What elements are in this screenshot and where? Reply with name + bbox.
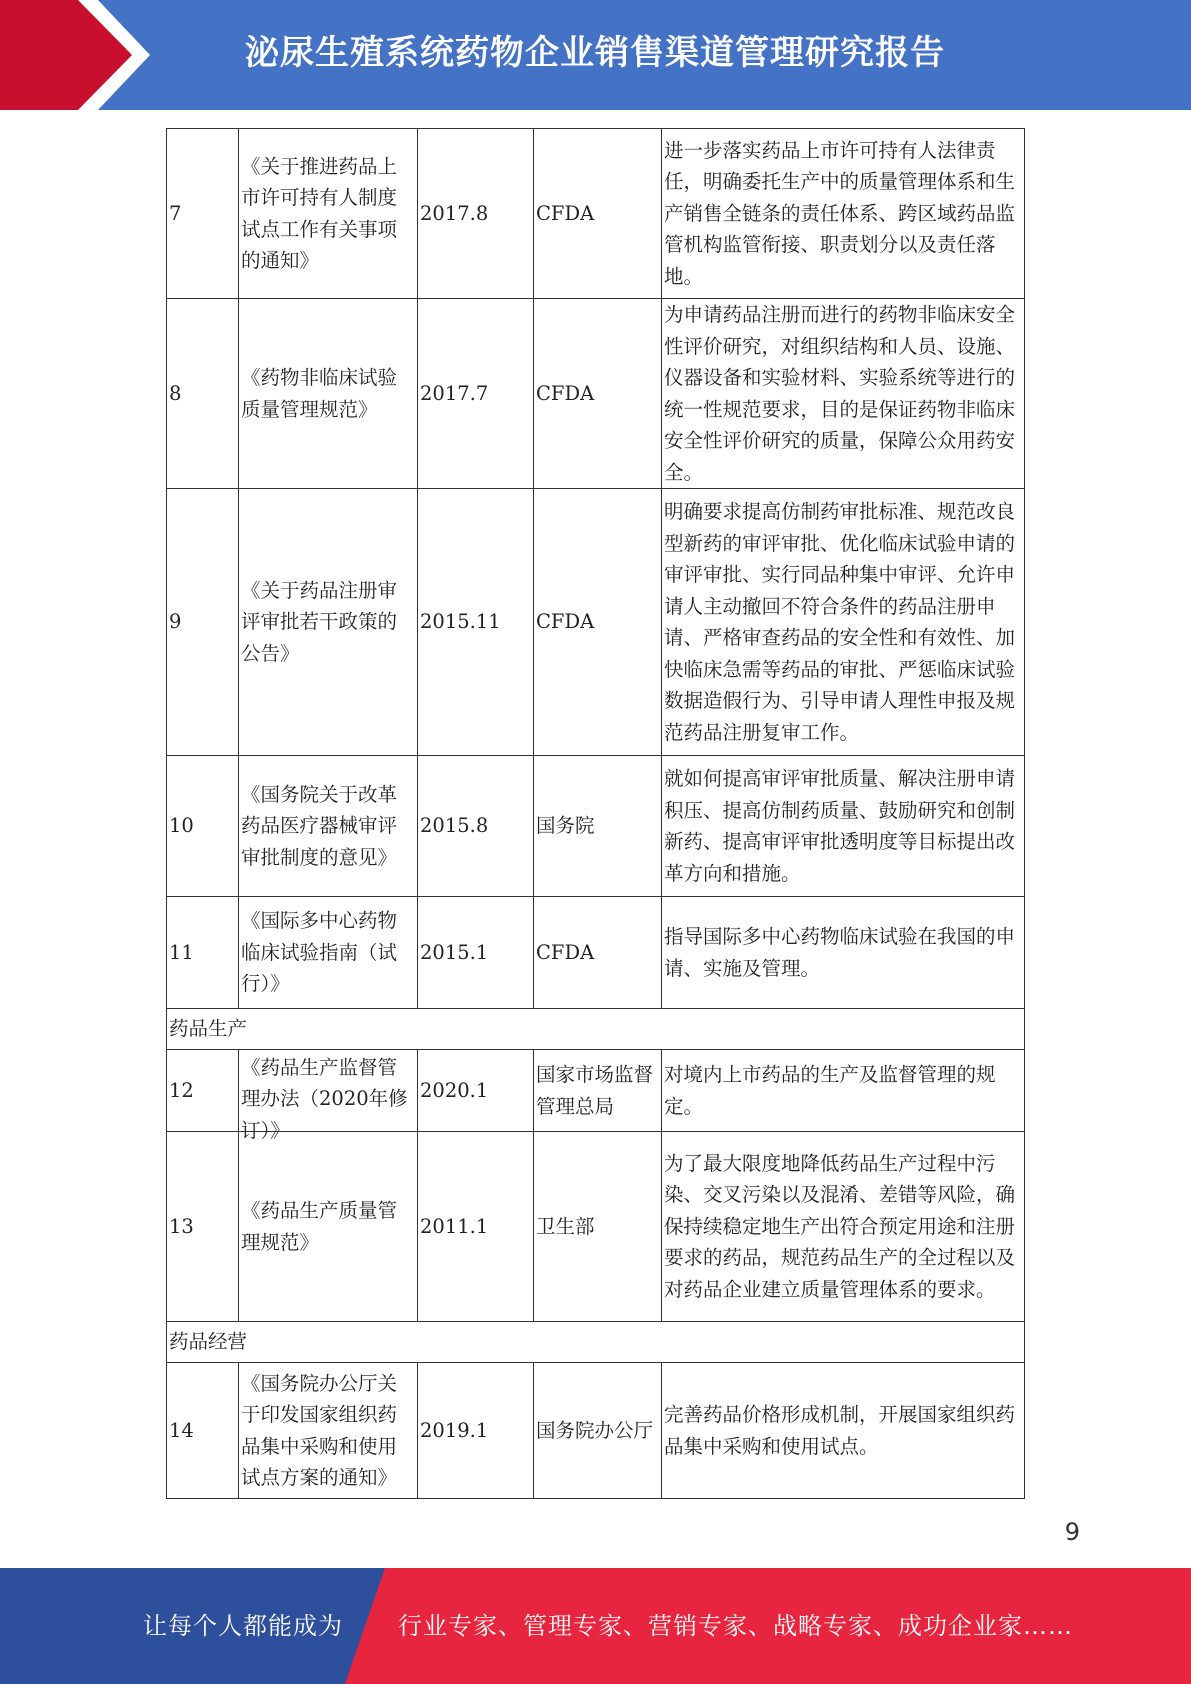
table-row bbox=[167, 756, 1025, 897]
row-number: 12 bbox=[167, 1050, 239, 1132]
row-number: 7 bbox=[167, 129, 239, 299]
policy-date: 2015.1 bbox=[418, 897, 534, 1009]
policy-description: 完善药品价格形成机制，开展国家组织药品集中采购和使用试点。 bbox=[662, 1363, 1025, 1499]
policy-name: 《药品生产质量管理规范》 bbox=[239, 1132, 418, 1322]
policy-name: 《关于药品注册审评审批若干政策的公告》 bbox=[239, 489, 418, 756]
page-number: 9 bbox=[1064, 1518, 1080, 1546]
policy-name: 《国务院办公厅关于印发国家组织药品集中采购和使用试点方案的通知》 bbox=[239, 1363, 418, 1499]
policy-date: 2017.7 bbox=[418, 299, 534, 489]
section-heading: 药品经营 bbox=[167, 1322, 1025, 1363]
policy-description: 为申请药品注册而进行的药物非临床安全性评价研究，对组织结构和人员、设施、仪器设备和实验材料、实验系统等进行的统一性规范要求，目的是保证药物非临床安全性评价研究的质量，保障公众用药安全。 bbox=[662, 299, 1025, 489]
policy-name: 《关于推进药品上市许可持有人制度试点工作有关事项的通知》 bbox=[239, 129, 418, 299]
section-row bbox=[167, 1322, 1025, 1363]
table-row bbox=[167, 299, 1025, 489]
policy-issuer: CFDA bbox=[534, 129, 662, 299]
row-number: 10 bbox=[167, 756, 239, 897]
policy-date: 2020.1 bbox=[418, 1050, 534, 1132]
footer-slogan-left: 让每个人都能成为 bbox=[143, 1612, 343, 1640]
section-row bbox=[167, 1009, 1025, 1050]
policy-issuer: CFDA bbox=[534, 489, 662, 756]
policy-description: 进一步落实药品上市许可持有人法律责任，明确委托生产中的质量管理体系和生产销售全链条的责任体系、跨区域药品监管机构监管衔接、职责划分以及责任落地。 bbox=[662, 129, 1025, 299]
policy-table bbox=[166, 128, 1025, 1499]
page-footer bbox=[0, 1568, 1191, 1684]
table-row bbox=[167, 1050, 1025, 1132]
policy-description: 为了最大限度地降低药品生产过程中污染、交叉污染以及混淆、差错等风险，确保持续稳定地生产出符合预定用途和注册要求的药品，规范药品生产的全过程以及对药品企业建立质量管理体系的要求。 bbox=[662, 1132, 1025, 1322]
policy-name-cell bbox=[239, 1050, 418, 1142]
policy-name: 《药品生产监督管理办法（2020年修订）》 bbox=[241, 1055, 408, 1142]
policy-issuer: 国家市场监督管理总局 bbox=[534, 1050, 662, 1132]
table-row bbox=[167, 489, 1025, 756]
policy-description: 对境内上市药品的生产及监督管理的规定。 bbox=[662, 1050, 1025, 1132]
policy-issuer: CFDA bbox=[534, 897, 662, 1009]
section-heading: 药品生产 bbox=[167, 1009, 1025, 1050]
row-number: 9 bbox=[167, 489, 239, 756]
row-number: 13 bbox=[167, 1132, 239, 1322]
table-row bbox=[167, 897, 1025, 1009]
policy-date: 2019.1 bbox=[418, 1363, 534, 1499]
policy-description: 就如何提高审评审批质量、解决注册申请积压、提高仿制药质量、鼓励研究和创制新药、提高审评审批透明度等目标提出改革方向和措施。 bbox=[662, 756, 1025, 897]
policy-issuer: 卫生部 bbox=[534, 1132, 662, 1322]
policy-name: 《国际多中心药物临床试验指南（试行）》 bbox=[239, 897, 418, 1009]
footer-slogan-right: 行业专家、管理专家、营销专家、战略专家、成功企业家…… bbox=[398, 1612, 1073, 1640]
row-number: 14 bbox=[167, 1363, 239, 1499]
row-number: 8 bbox=[167, 299, 239, 489]
policy-description: 指导国际多中心药物临床试验在我国的申请、实施及管理。 bbox=[662, 897, 1025, 1009]
table-row bbox=[167, 1363, 1025, 1499]
policy-date: 2015.8 bbox=[418, 756, 534, 897]
report-title: 泌尿生殖系统药物企业销售渠道管理研究报告 bbox=[245, 33, 945, 73]
table-row bbox=[167, 129, 1025, 299]
policy-issuer: 国务院办公厅 bbox=[534, 1363, 662, 1499]
policy-issuer: 国务院 bbox=[534, 756, 662, 897]
policy-name: 《国务院关于改革药品医疗器械审评审批制度的意见》 bbox=[239, 756, 418, 897]
policy-date: 2011.1 bbox=[418, 1132, 534, 1322]
policy-date: 2015.11 bbox=[418, 489, 534, 756]
policy-date: 2017.8 bbox=[418, 129, 534, 299]
page-header bbox=[0, 0, 1191, 110]
table-row bbox=[167, 1132, 1025, 1322]
policy-name: 《药物非临床试验质量管理规范》 bbox=[239, 299, 418, 489]
row-number: 11 bbox=[167, 897, 239, 1009]
policy-description: 明确要求提高仿制药审批标准、规范改良型新药的审评审批、优化临床试验申请的审评审批、实行同品种集中审评、允许申请人主动撤回不符合条件的药品注册申请、严格审查药品的安全性和有效性、加快临床急需等药品的审批、严惩临床试验数据造假行为、引导申请人理性申报及规范药品注册复审工作。 bbox=[662, 489, 1025, 756]
policy-issuer: CFDA bbox=[534, 299, 662, 489]
